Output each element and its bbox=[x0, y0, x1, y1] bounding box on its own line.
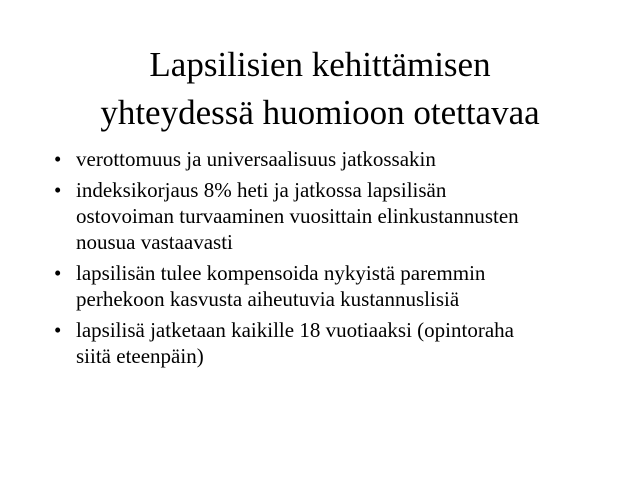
bullet-dot-icon: • bbox=[54, 261, 62, 285]
slide-title bbox=[40, 41, 600, 137]
bullet-dot-icon: • bbox=[54, 318, 62, 342]
bullet-dot-icon: • bbox=[54, 178, 62, 202]
slide-title-line: yhteydessä huomioon otettavaa bbox=[100, 93, 540, 132]
slide-title-line: Lapsilisien kehittämisen bbox=[149, 45, 491, 84]
bullet-text-line: perhekoon kasvusta aiheutuvia kustannuslisiä bbox=[76, 287, 460, 311]
bullet-text-line: verottomuus ja universaalisuus jatkossakin bbox=[76, 147, 436, 171]
bullet-item bbox=[48, 146, 628, 172]
bullet-text-line: nousua vastaavasti bbox=[76, 230, 233, 254]
bullet-text-line: ostovoiman turvaaminen vuosittain elinkustannusten bbox=[76, 204, 519, 228]
bullet-item bbox=[48, 317, 628, 369]
bullet-text-line: siitä eteenpäin) bbox=[76, 344, 204, 368]
bullet-text-line: indeksikorjaus 8% heti ja jatkossa lapsilisän bbox=[76, 178, 447, 202]
bullet-item bbox=[48, 260, 628, 312]
bullet-list bbox=[48, 146, 628, 374]
bullet-text-line: lapsilisä jatketaan kaikille 18 vuotiaaksi (opintoraha bbox=[76, 318, 514, 342]
bullet-item bbox=[48, 177, 628, 255]
bullet-text-line: lapsilisän tulee kompensoida nykyistä paremmin bbox=[76, 261, 486, 285]
bullet-dot-icon: • bbox=[54, 147, 62, 171]
